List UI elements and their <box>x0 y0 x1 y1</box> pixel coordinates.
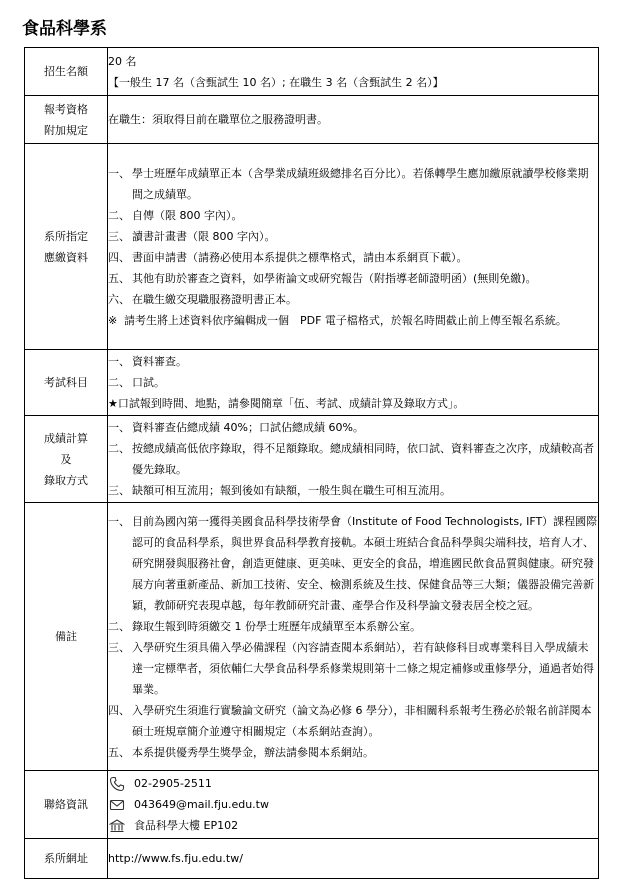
mail-icon <box>108 796 126 814</box>
list-item: 六、 在職生繳交現職服務證明書正本。 <box>108 292 297 306</box>
list-item: 四、 入學研究生須進行實驗論文研究（論文為必修 6 學分），非相關科系報考生務必於報名前詳閱本碩士班規章簡介並遵守相關規定（本系網站查詢）。 <box>108 703 592 738</box>
value-scoring <box>108 416 599 503</box>
label-scoring: 成績計算 及 錄取方式 <box>25 416 108 503</box>
contact-phone: 02-2905-2511 <box>108 773 598 794</box>
label-extra-requirements: 報考資格 附加規定 <box>25 96 108 144</box>
row-required-documents <box>25 144 599 350</box>
list-item: 一、 目前為國內第一獲得美國食品科學技術學會（Institute of Food Technologists, IFT）課程國際認可的食品科學系，與世界食品科學教育接軌。本碩士班結合食品科學與尖端科技，培育人才、研究開發與服務社會，創造更健康、更美味、更安全的食品，增進國民飲食品質與健康。研究發展方向著重新產品、新加工技術、安全、檢測系統及生技、保健食品等三大類；儀器設備完善新穎，教師研究表現卓越，每年教師研究計畫、產學合作及科學論文發表居全校之冠。 <box>108 514 598 612</box>
extra-requirement-text: 在職生：須取得目前在職單位之服務證明書。 <box>108 113 328 126</box>
value-enrollment <box>108 48 599 96</box>
label-exam-subjects: 考試科目 <box>25 350 108 416</box>
value-contact <box>108 771 599 839</box>
row-exam-subjects <box>25 350 599 416</box>
list-item: 三、 缺額可相互流用；報到後如有缺額，一般生與在職生可相互流用。 <box>108 484 451 497</box>
enrollment-breakdown: 【一般生 17 名（含甄試生 10 名）; 在職生 3 名（含甄試生 2 名）】 <box>108 75 444 89</box>
website-link[interactable]: http://www.fs.fju.edu.tw/ <box>108 852 243 865</box>
contact-building: 食品科學大樓 EP102 <box>108 815 598 836</box>
value-extra-requirements <box>108 96 599 144</box>
list-item: 一、 資料審查。 <box>108 355 187 368</box>
label-website: 系所網址 <box>25 839 108 879</box>
label-required-documents: 系所指定 應繳資料 <box>25 144 108 350</box>
value-required-documents <box>108 144 599 350</box>
contact-email[interactable]: 043649@mail.fju.edu.tw <box>108 794 598 815</box>
value-remarks <box>108 503 599 771</box>
phone-icon <box>108 775 126 793</box>
list-item: 四、 書面申請書（請務必使用本系提供之標準格式，請由本系網頁下載）。 <box>108 250 468 264</box>
row-contact <box>25 771 599 839</box>
row-scoring <box>25 416 599 503</box>
list-item: 一、 資料審查佔總成績 40%；口試佔總成績 60%。 <box>108 421 364 434</box>
enrollment-total: 20 名 <box>108 54 137 68</box>
row-extra-requirements <box>25 96 599 144</box>
row-enrollment <box>25 48 599 96</box>
list-item: 五、 本系提供優秀學生獎學金，辦法請參閱本系網站。 <box>108 745 374 759</box>
page-title: 食品科學系 <box>22 19 107 39</box>
list-item: 五、 其他有助於審查之資料，如學術論文或研究報告（附指導老師證明函）(無則免繳)。 <box>108 271 537 285</box>
label-contact: 聯絡資訊 <box>25 771 108 839</box>
list-item: 二、 按總成績高低依序錄取，得不足額錄取。總成績相同時，依口試、資料審查之次序，成績較高者優先錄取。 <box>108 442 594 476</box>
list-item: 二、 自傳（限 800 字內）。 <box>108 208 243 222</box>
label-enrollment: 招生名額 <box>25 48 108 96</box>
interview-note: ★口試報到時間、地點，請參閱簡章「伍、考試、成績計算及錄取方式」。 <box>108 397 465 410</box>
row-remarks <box>25 503 599 771</box>
value-exam-subjects <box>108 350 599 416</box>
building-icon <box>108 817 126 835</box>
admission-table <box>24 47 599 879</box>
list-item: 一、 學士班歷年成績單正本（含學業成績班級總排名百分比）。若係轉學生應加繳原就讀學校修業期間之成績單。 <box>108 166 589 201</box>
list-item: 二、 口試。 <box>108 376 165 389</box>
list-item: 二、 錄取生報到時須繳交 1 份學士班歷年成績單至本系辦公室。 <box>108 619 421 633</box>
list-item: 三、 入學研究生須具備入學必備課程（內容請查閱本系網站），若有缺修科目或專業科目入學成績未達一定標準者，須依輔仁大學食品科學系修業規則第十二條之規定補修或重修學分，通過者始得畢業。 <box>108 640 594 696</box>
label-remarks: 備註 <box>25 503 108 771</box>
upload-note: ※ 請考生將上述資料依序編輯成一個 PDF 電子檔格式，於報名時間截止前上傳至報名系統。 <box>108 313 567 327</box>
list-item: 三、 讀書計畫書（限 800 字內）。 <box>108 229 276 243</box>
